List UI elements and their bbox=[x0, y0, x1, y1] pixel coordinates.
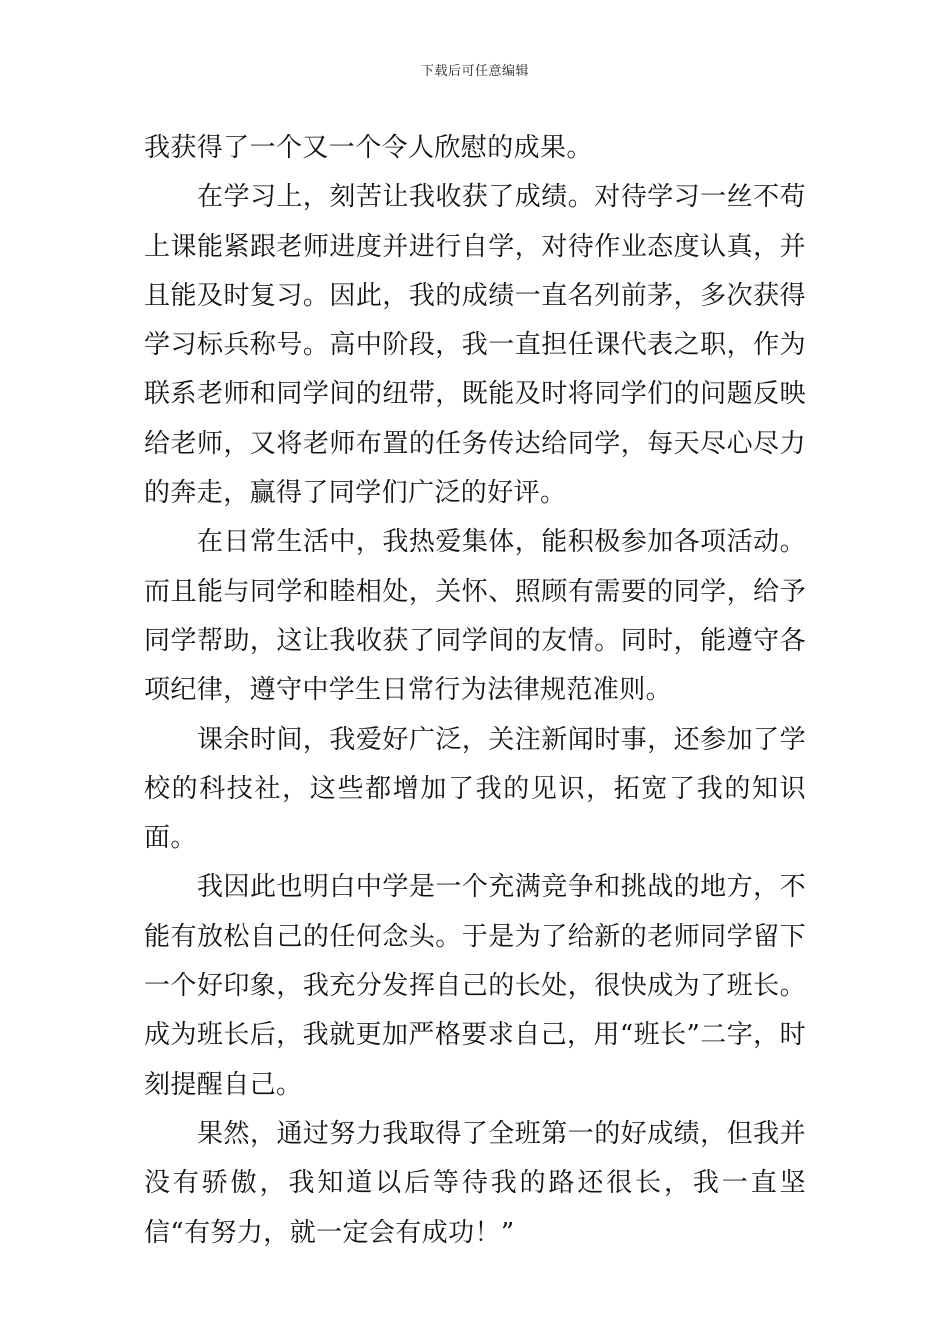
paragraph-5: 我因此也明白中学是一个充满竞争和挑战的地方，不能有放松自己的任何念头。于是为了给新的老师同学留下一个好印象，我充分发挥自己的长处，很快成为了班长。成为班长后，我就更加严格要求自己，用“班长”二字，时刻提醒自己。 bbox=[144, 872, 806, 1100]
page-header: 下载后可任意编辑 bbox=[420, 64, 529, 79]
document-body bbox=[144, 124, 806, 1258]
paragraph-2: 在学习上，刻苦让我收获了成绩。对待学习一丝不苟上课能紧跟老师进度并进行自学，对待作业态度认真，并且能及时复习。因此，我的成绩一直名列前茅，多次获得学习标兵称号。高中阶段，我一直担任课代表之职，作为联系老师和同学间的纽带，既能及时将同学们的问题反映给老师，又将老师布置的任务传达给同学，每天尽心尽力的奔走，赢得了同学们广泛的好评。 bbox=[144, 182, 806, 509]
paragraph-3: 在日常生活中，我热爱集体，能积极参加各项活动。而且能与同学和睦相处，关怀、照顾有需要的同学，给予同学帮助，这让我收获了同学间的友情。同时，能遵守各项纪律，遵守中学生日常行为法律规范准则。 bbox=[144, 527, 806, 706]
paragraph-6: 果然，通过努力我取得了全班第一的好成绩，但我并没有骄傲，我知道以后等待我的路还很长，我一直坚信“有努力，就一定会有成功！” bbox=[144, 1118, 806, 1248]
paragraph-4: 课余时间，我爱好广泛，关注新闻时事，还参加了学校的科技社，这些都增加了我的见识，拓宽了我的知识面。 bbox=[144, 724, 806, 854]
paragraph-1: 我获得了一个又一个令人欣慰的成果。 bbox=[144, 133, 593, 163]
